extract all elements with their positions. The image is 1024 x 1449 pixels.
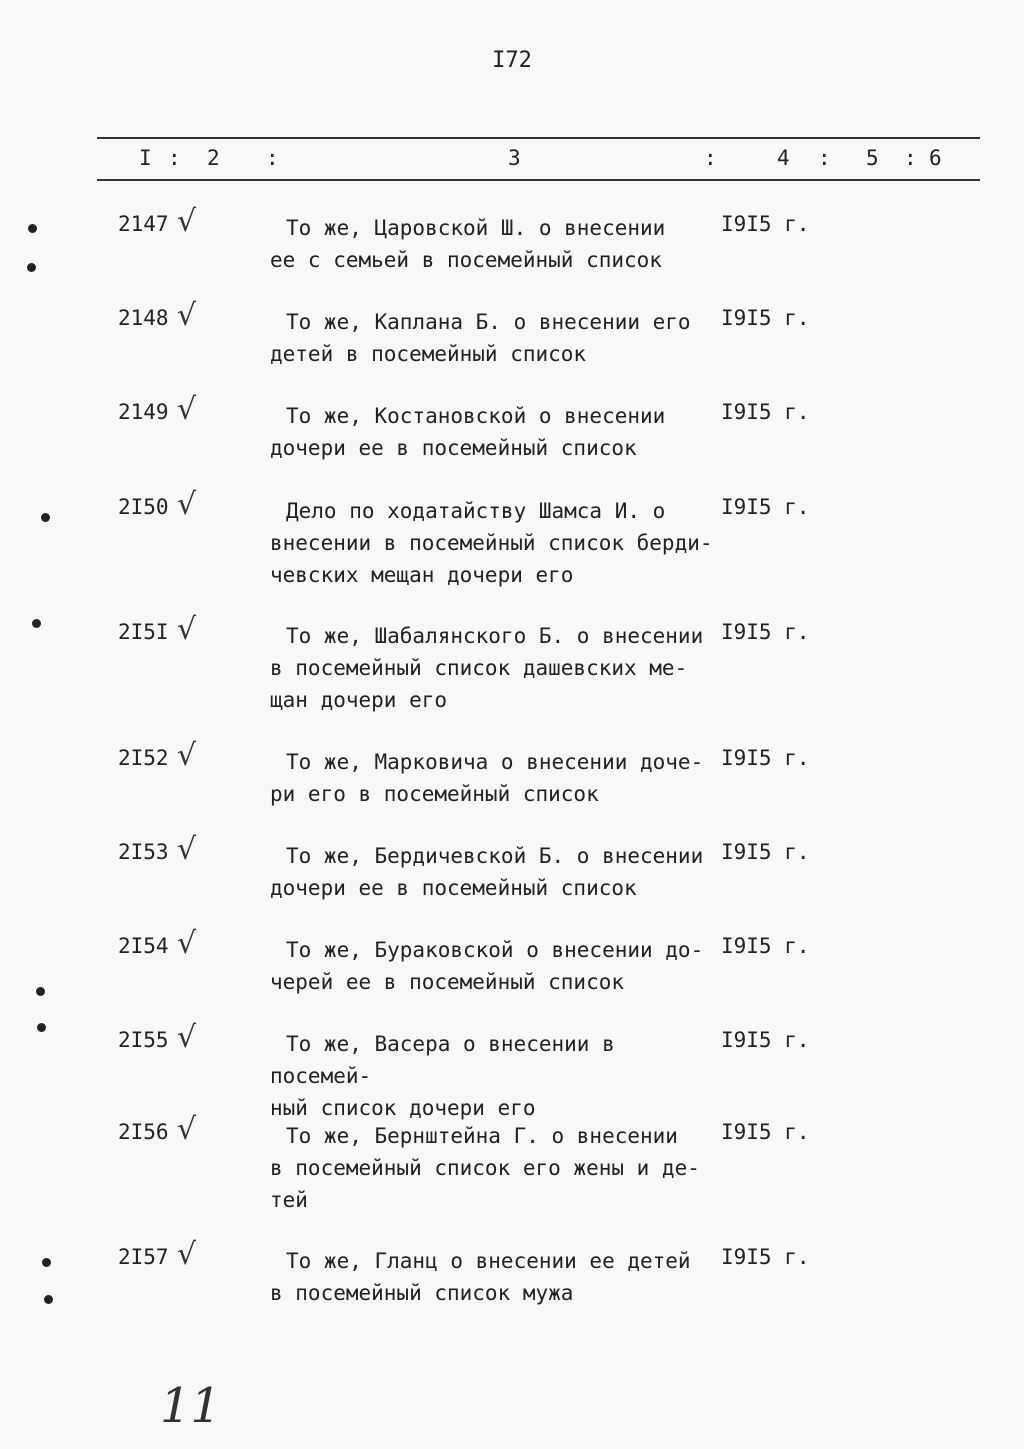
entry-number: 2I50 (118, 495, 169, 519)
header-separator: : (818, 146, 831, 170)
checkmark-icon: √ (177, 738, 197, 773)
header-separator: : (168, 146, 181, 170)
table-header-bottom-rule (97, 179, 980, 181)
entry-year: I9I5 г. (721, 495, 810, 519)
entry-number: 2149 (118, 400, 169, 424)
entry-description: То же, Царовской Ш. о внесении ее с семьей в посемейный список (270, 216, 666, 272)
entry-number: 2148 (118, 306, 169, 330)
entry-number: 2I54 (118, 934, 169, 958)
entry-year: I9I5 г. (721, 1028, 810, 1052)
entry-year: I9I5 г. (721, 840, 810, 864)
entry-number: 2I57 (118, 1245, 169, 1269)
entry-description: То же, Марковича о внесении доче- ри его в посемейный список (270, 750, 704, 806)
header-col-2: 2 (207, 146, 220, 170)
header-col-1: I (139, 146, 152, 170)
entry-year: I9I5 г. (721, 400, 810, 424)
checkmark-icon: √ (177, 612, 197, 647)
checkmark-icon: √ (177, 926, 197, 961)
entry-description: То же, Бердичевской Б. о внесении дочери ее в посемейный список (270, 844, 704, 900)
entry-description: То же, Каплана Б. о внесении его детей в посемейный список (270, 310, 691, 366)
checkmark-icon: √ (177, 1237, 197, 1272)
entry-description: То же, Бураковской о внесении до- черей ее в посемейный список (270, 938, 704, 994)
checkmark-icon: √ (177, 392, 197, 427)
header-col-6: 6 (929, 146, 942, 170)
entry-year: I9I5 г. (721, 934, 810, 958)
checkmark-icon: √ (177, 832, 197, 867)
checkmark-icon: √ (177, 1020, 197, 1055)
entry-number: 2I52 (118, 746, 169, 770)
punch-hole-icon (44, 1295, 53, 1304)
entry-year: I9I5 г. (721, 620, 810, 644)
entry-number: 2147 (118, 212, 169, 236)
entry-description: То же, Васера о внесении в посемей- ный список дочери его (270, 1032, 615, 1120)
entry-year: I9I5 г. (721, 306, 810, 330)
handwritten-mark: 11 (160, 1378, 222, 1434)
checkmark-icon: √ (177, 1112, 197, 1147)
entry-number: 2I5I (118, 620, 169, 644)
entry-year: I9I5 г. (721, 212, 810, 236)
punch-hole-icon (32, 619, 41, 628)
punch-hole-icon (41, 513, 50, 522)
header-separator: : (266, 146, 279, 170)
entry-number: 2I53 (118, 840, 169, 864)
table-header-top-rule (97, 137, 980, 139)
entry-description: То же, Гланц о внесении ее детей в посемейный список мужа (270, 1249, 691, 1305)
header-col-4: 4 (777, 146, 790, 170)
page-number: I72 (492, 48, 532, 73)
punch-hole-icon (27, 263, 36, 272)
checkmark-icon: √ (177, 298, 197, 333)
entry-description: То же, Костановской о внесении дочери ее в посемейный список (270, 404, 666, 460)
entry-number: 2I55 (118, 1028, 169, 1052)
checkmark-icon: √ (177, 487, 197, 522)
header-col-5: 5 (866, 146, 879, 170)
header-separator: : (704, 146, 717, 170)
entry-year: I9I5 г. (721, 1245, 810, 1269)
entry-year: I9I5 г. (721, 1120, 810, 1144)
entry-description: Дело по ходатайству Шамса И. о внесении в посемейный список берди- чевских мещан дочери его (270, 499, 713, 587)
punch-hole-icon (28, 224, 37, 233)
entry-year: I9I5 г. (721, 746, 810, 770)
header-col-3: 3 (508, 146, 521, 170)
entry-description: То же, Шабалянского Б. о внесении в посемейный список дашевских ме- щан дочери его (270, 624, 704, 712)
checkmark-icon: √ (177, 204, 197, 239)
punch-hole-icon (36, 987, 45, 996)
entry-description: То же, Бернштейна Г. о внесении в посемейный список его жены и де- тей (270, 1124, 700, 1212)
punch-hole-icon (42, 1258, 51, 1267)
header-separator: : (904, 146, 917, 170)
entry-number: 2I56 (118, 1120, 169, 1144)
punch-hole-icon (37, 1023, 46, 1032)
